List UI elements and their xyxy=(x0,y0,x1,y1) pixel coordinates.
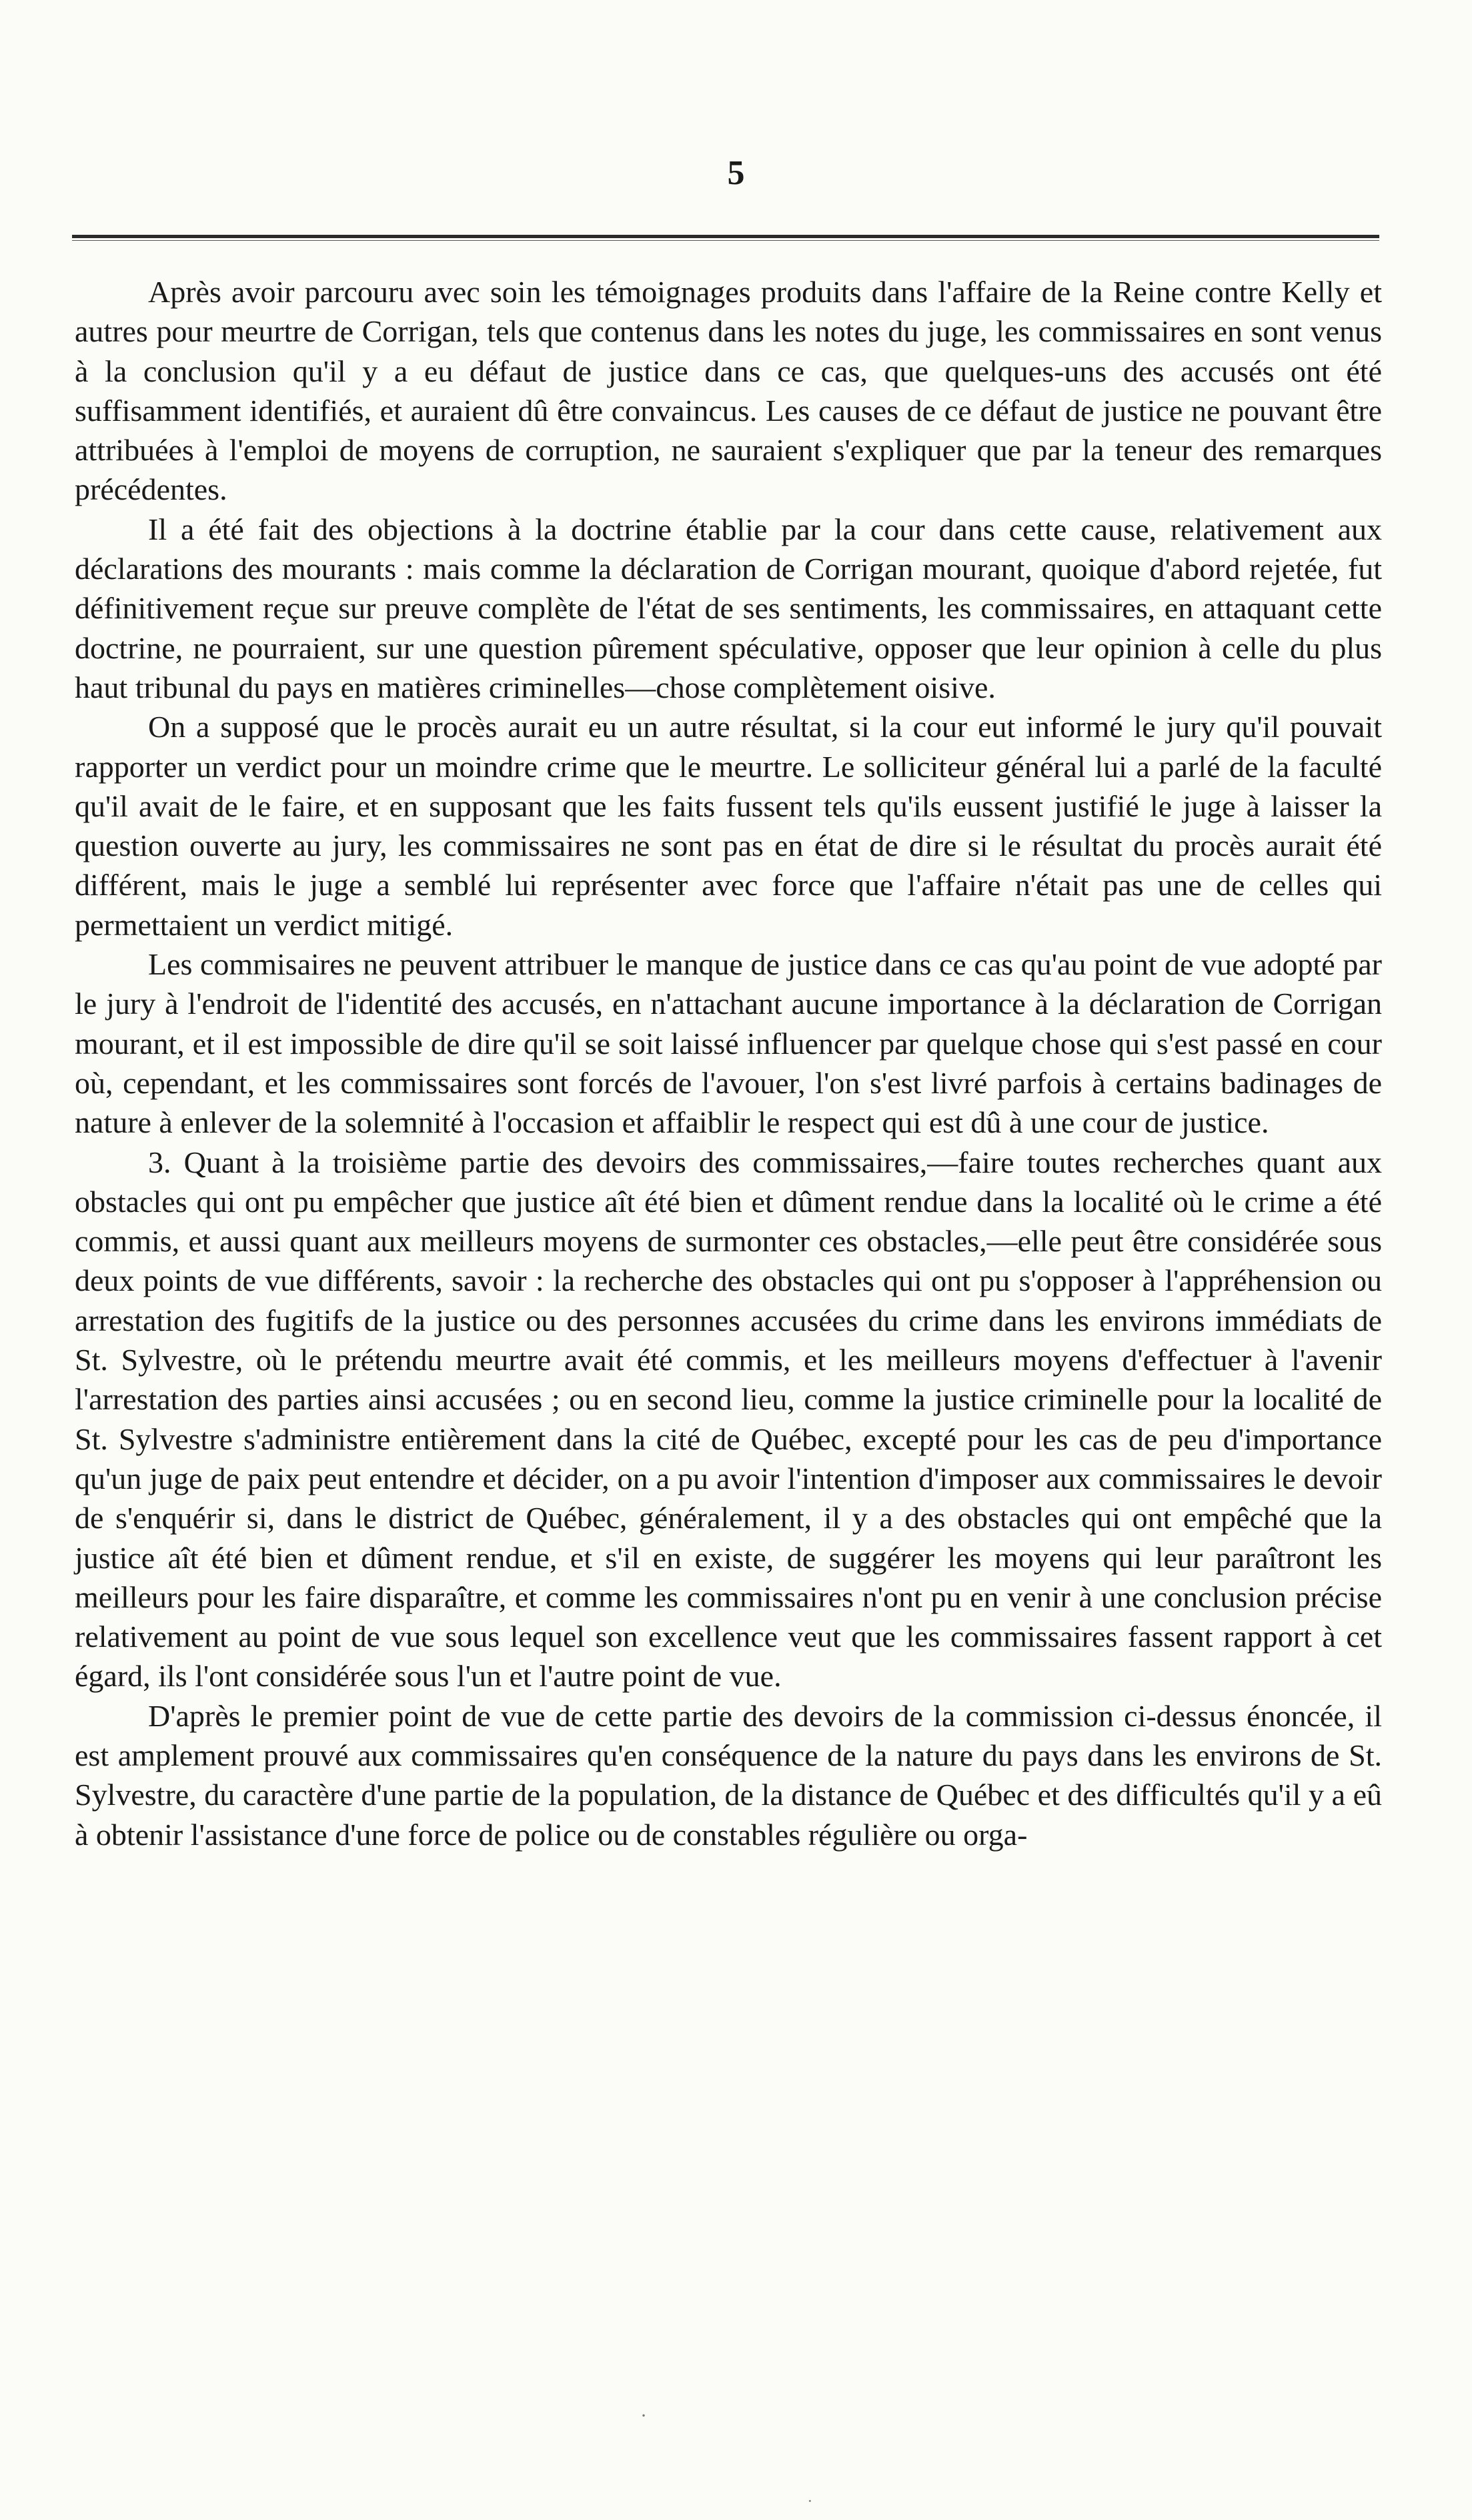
paragraph-1: Après avoir parcouru avec soin les témoignages produits dans l'affaire de la Reine contre Kelly et autres pour meurtre de Corrigan, tels que contenus dans les notes du juge, les commissaires en sont venus à la conclusion qu'il y a eu défaut de justice dans ce cas, que quelques-uns des accusés ont été suffisamment identifiés, et auraient dû être convaincus. Les causes de ce défaut de justice ne pouvant être attribuées à l'emploi de moyens de corruption, ne sauraient s'expliquer que par la teneur des remarques précédentes. xyxy=(75,275,1382,507)
paragraph-5: 3. Quant à la troisième partie des devoirs des commissaires,—faire toutes recherches quant aux obstacles qui ont pu empêcher que justice aît été bien et dûment rendue dans la localité où le crime a été commis, et aussi quant aux meilleurs moyens de surmonter ces obstacles,—elle peut être considérée sous deux points de vue différents, savoir : la recherche des obstacles qui ont pu s'opposer à l'appréhension ou arrestation des fugitifs de la justice ou des personnes accusées du crime dans les environs immédiats de St. Sylvestre, où le prétendu meurtre avait été commis, et les meilleurs moyens d'effectuer à l'avenir l'arrestation des parties ainsi accusées ; ou en second lieu, comme la justice criminelle pour la localité de St. Sylvestre s'administre entièrement dans la cité de Québec, excepté pour les cas de peu d'importance qu'un juge de paix peut entendre et décider, on a pu avoir l'intention d'imposer aux commissaires le devoir de s'enquérir si, dans le district de Québec, généralement, il y a des obstacles qui ont empêché que la justice aît été bien et dûment rendue, et s'il en existe, de suggérer les moyens qui leur paraîtront les meilleurs pour les faire disparaître, et comme les commissaires n'ont pu en venir à une conclusion précise relativement au point de vue sous lequel son excellence veut que les commissaires fassent rapport à cet égard, ils l'ont considérée sous l'un et l'autre point de vue. xyxy=(75,1145,1382,1694)
paragraph-6: D'après le premier point de vue de cette partie des devoirs de la commission ci-dessus énoncée, il est amplement prouvé aux commissaires qu'en conséquence de la nature du pays dans les environs de St. Sylvestre, du caractère d'une partie de la population, de la distance de Québec et des difficultés qu'il y a eû à obtenir l'assistance d'une force de police ou de constables régulière ou orga- xyxy=(75,1698,1382,1852)
paragraph-4: Les commisaires ne peuvent attribuer le manque de justice dans ce cas qu'au point de vue adopté par le jury à l'endroit de l'identité des accusés, en n'attachant aucune importance à la déclaration de Corrigan mourant, et il est impossible de dire qu'il se soit laissé influencer par quelque chose qui s'est passé en cour où, cependant, et les commissaires sont forcés de l'avouer, l'on s'est livré parfois à certains badinages de nature à enlever de la solemnité à l'occasion et affaiblir le respect qui est dû à une cour de justice. xyxy=(75,947,1382,1140)
page-number: 5 xyxy=(727,154,745,192)
body-text xyxy=(75,272,1382,1854)
paragraph-3: On a supposé que le procès aurait eu un autre résultat, si la cour eut informé le jury qu'il pouvait rapporter un verdict pour un moindre crime que le meurtre. Le solliciteur général lui a parlé de la faculté qu'il avait de le faire, et en supposant que les faits fussent tels qu'ils eussent justifié le juge à laisser la question ouverte au jury, les commissaires ne sont pas en état de dire si le résultat du procès aurait été différent, mais le juge a semblé lui représenter avec force que l'affaire n'était pas une de celles qui permettaient un verdict mitigé. xyxy=(75,710,1382,942)
scan-speck: · xyxy=(640,2405,647,2427)
scan-speck: · xyxy=(807,2491,813,2511)
paragraph-2: Il a été fait des objections à la doctrine établie par la cour dans cette cause, relativement aux déclarations des mourants : mais comme la déclaration de Corrigan mourant, quoique d'abord rejetée, fut définitivement reçue sur preuve complète de l'état de ses sentiments, les commissaires, en attaquant cette doctrine, ne pourraient, sur une question pûrement spéculative, opposer que leur opinion à celle du plus haut tribunal du pays en matières criminelles—chose complètement oisive. xyxy=(75,512,1382,704)
header-rule xyxy=(72,235,1379,241)
